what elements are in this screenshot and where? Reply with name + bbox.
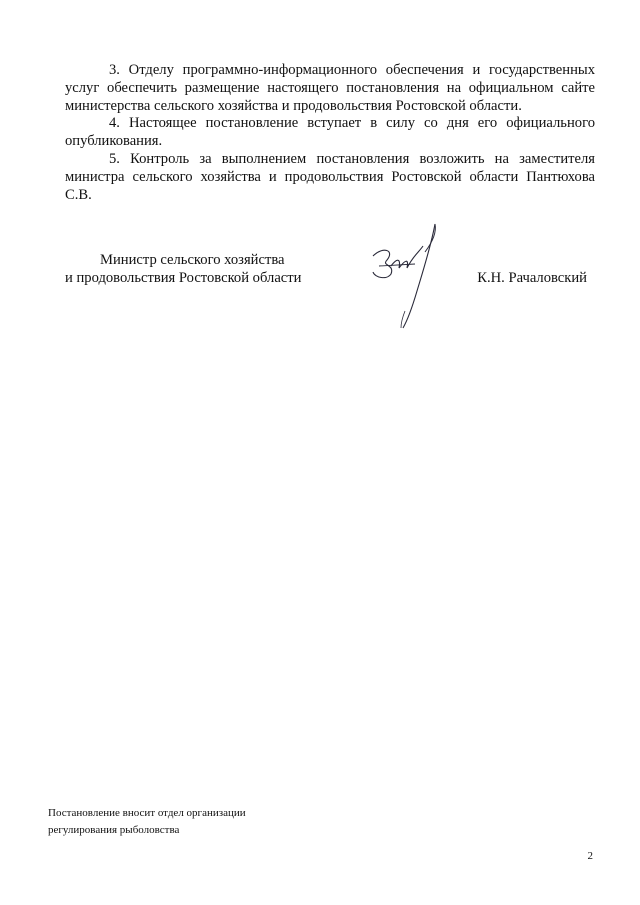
document-body <box>65 62 595 204</box>
footer-line-2: регулирования рыболовства <box>48 824 180 836</box>
page-number: 2 <box>587 850 593 862</box>
handwritten-signature <box>365 216 445 336</box>
paragraph-3: 3. Отделу программно-информационного обеспечения и государственных услуг обеспечить размещение настоящего постановления на официальном сайте министерства сельского хозяйства и продовольствия Ростовской области. <box>65 62 595 114</box>
signatory-name: К.Н. Рачаловский <box>477 270 587 286</box>
signatory-title-line2: и продовольствия Ростовской области <box>65 270 302 286</box>
paragraph-5: 5. Контроль за выполнением постановления возложить на заместителя министра сельского хозяйства и продовольствия Ростовской области Пантюхова С.В. <box>65 150 595 203</box>
footer-line-1: Постановление вносит отдел организации <box>48 807 246 819</box>
footer-note <box>48 805 246 839</box>
paragraph-4: 4. Настоящее постановление вступает в силу со дня его официального опубликования. <box>65 115 595 150</box>
signatory-title-line1: Министр сельского хозяйства <box>100 252 285 268</box>
signature-block <box>65 252 595 342</box>
